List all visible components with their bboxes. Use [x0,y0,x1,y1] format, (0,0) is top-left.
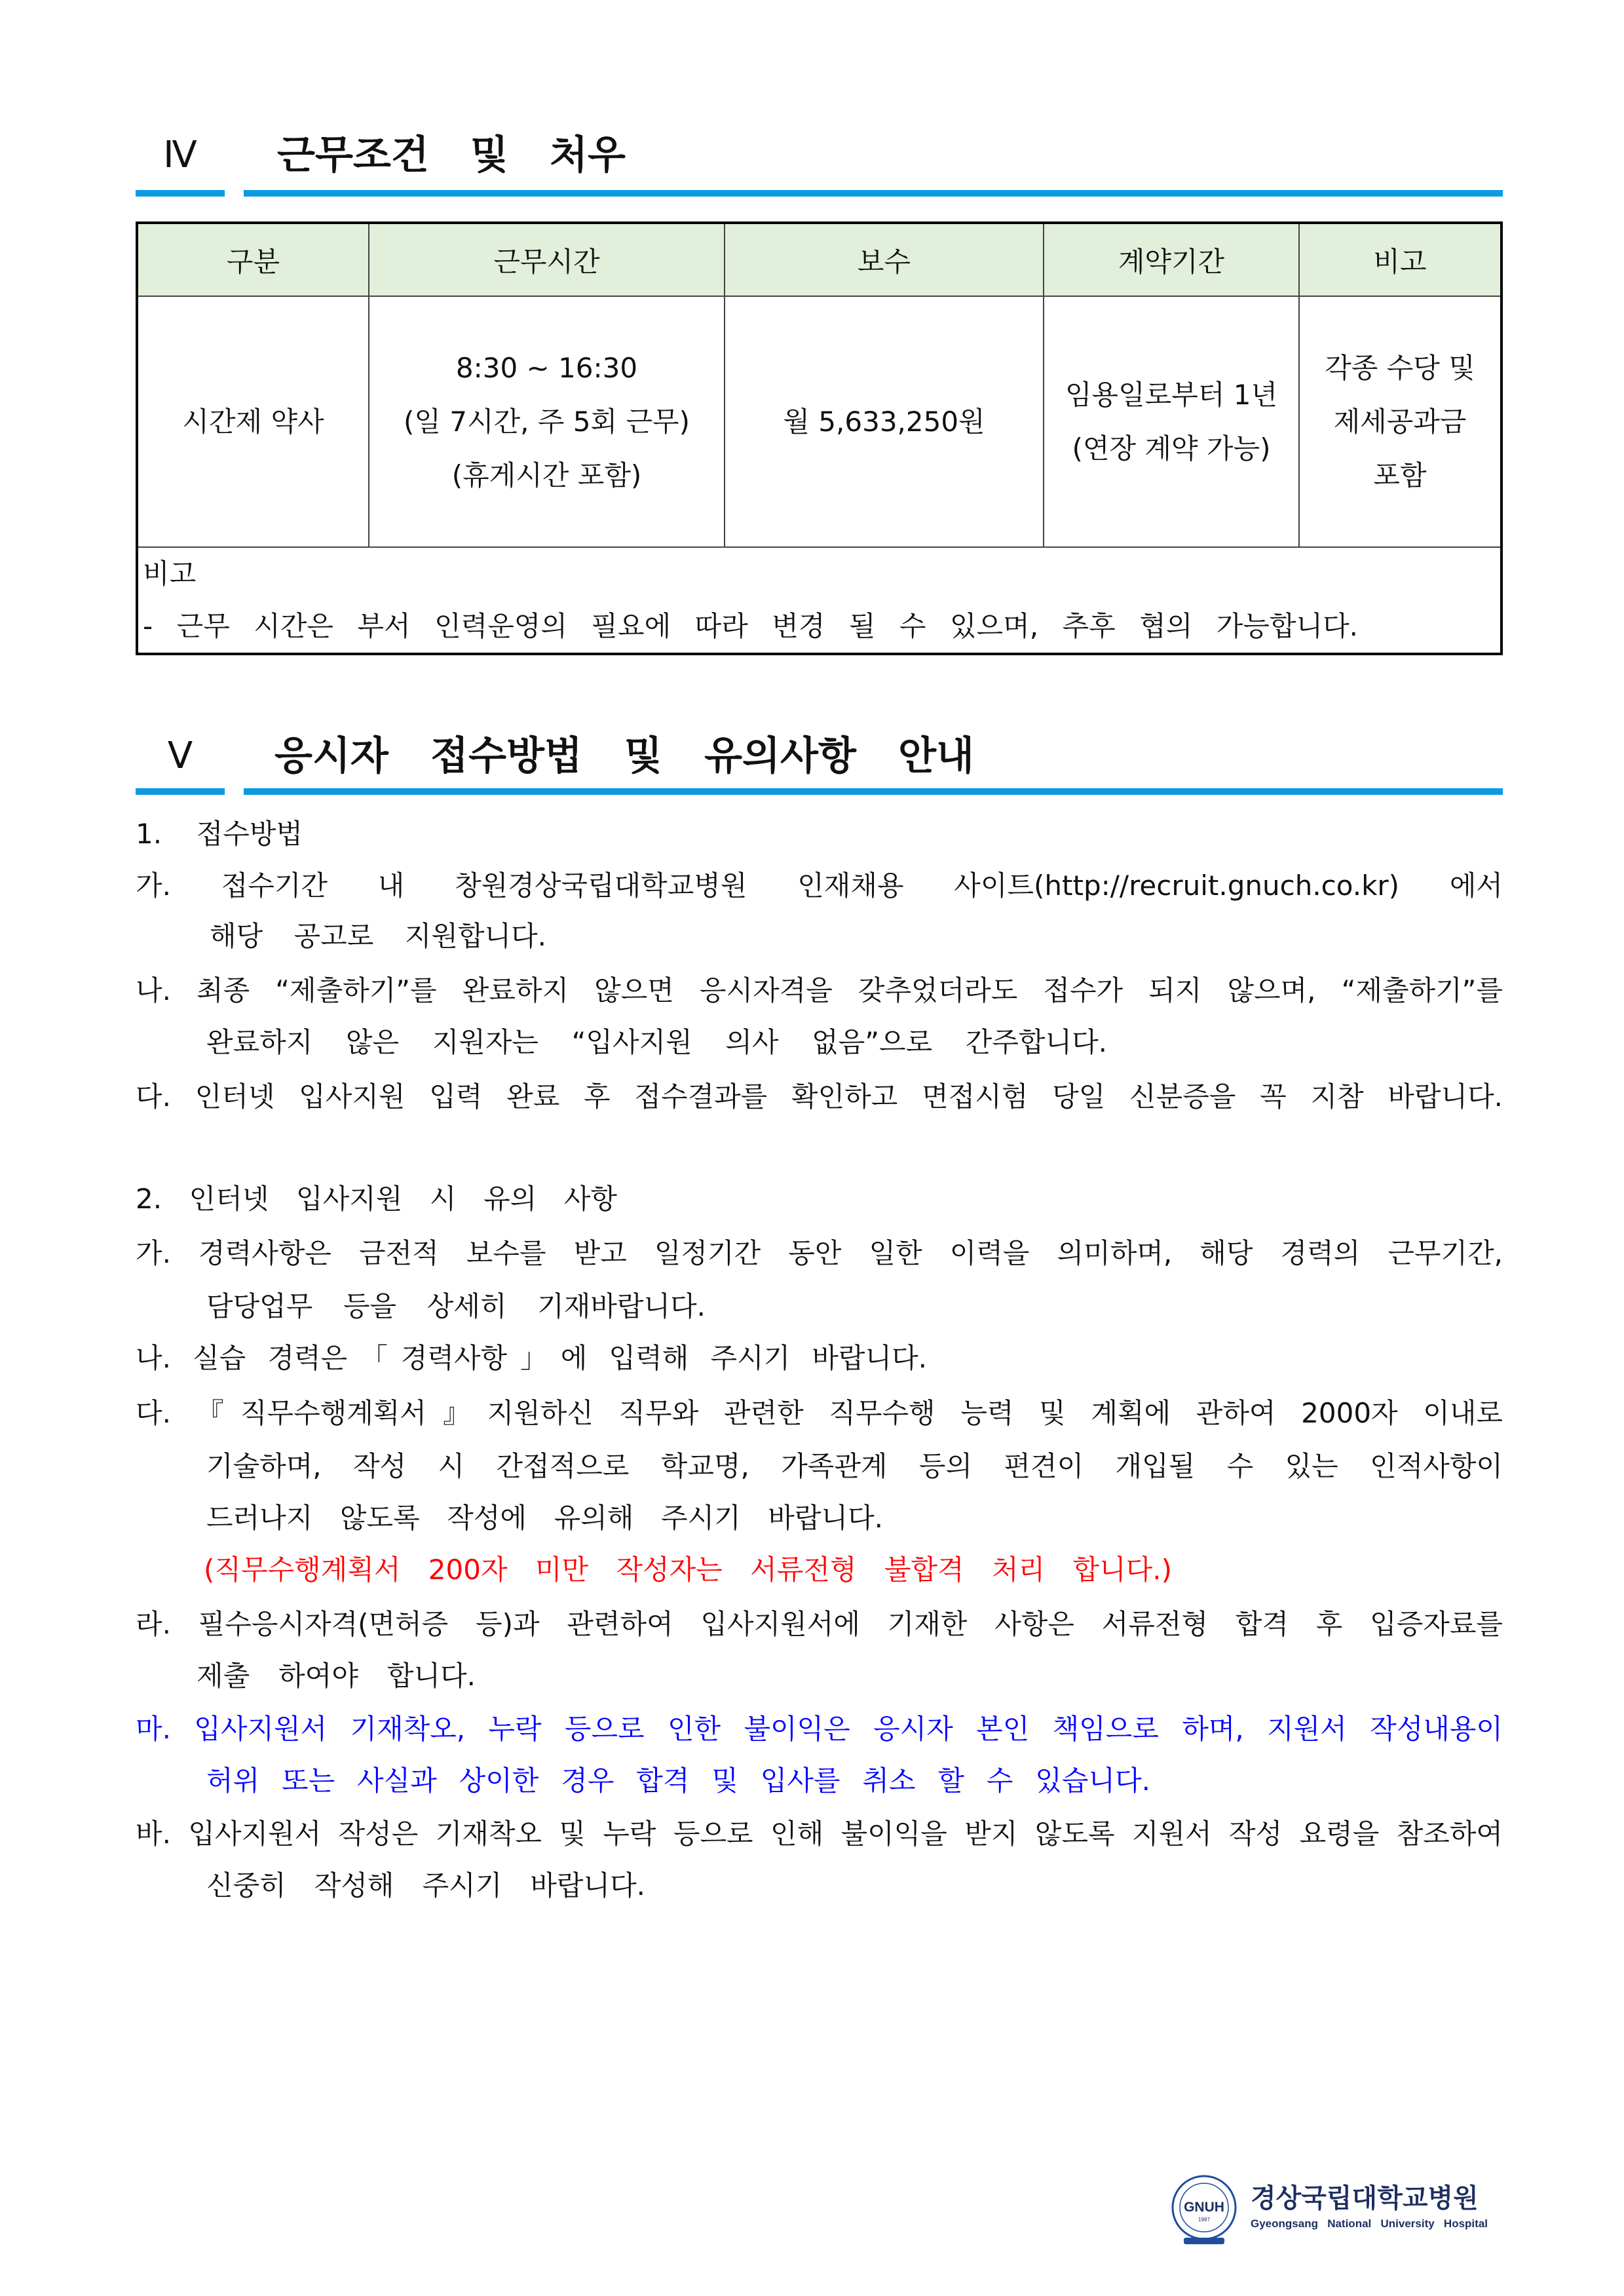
precaution-item-ga-line-2: 담당업무 등을 상세히 기재바랍니다. [206,1290,706,1322]
contract-line-2: (연장 계약 가능) [1072,432,1271,465]
precaution-item-da-warning: (직무수행계획서 200자 미만 작성자는 서류전형 불합격 처리 합니다.) [204,1554,1172,1586]
precaution-item-ra-line-1: 라. 필수응시자격(면허증 등)과 관련하여 입사지원서에 기재한 사항은 서류전형 합격 후 입증자료를 [136,1608,1503,1640]
hospital-name-korean: 경상국립대학교병원 [1251,2183,1479,2213]
table-note-row [137,547,1501,654]
cell-work-hours [369,296,725,547]
work-hours-line-3: (휴게시간 포함) [451,459,642,491]
section-4-underline-short [136,190,225,197]
application-item-ga-line-1: 가. 접수기간 내 창원경상국립대학교병원 인재채용 사이트(http://recruit.gnuch.co.kr) 에서 [136,870,1503,902]
header-work-hours: 근무시간 [369,223,725,296]
work-hours-line-2: (일 7시간, 주 5회 근무) [404,405,690,438]
emblem-ribbon [1184,2238,1224,2244]
remarks-line-2: 제세공과금 [1333,405,1467,438]
section-5-underline-short [136,788,225,795]
precaution-item-ma-line-2: 허위 또는 사실과 상이한 경우 합격 및 입사를 취소 할 수 있습니다. [206,1765,1150,1797]
cell-note [137,547,1501,654]
table-row [137,296,1501,547]
application-item-na-line-2: 완료하지 않은 지원자는 “입사지원 의사 없음”으로 간주합니다. [206,1026,1107,1058]
work-hours-line-1: 8:30 ~ 16:30 [455,351,638,384]
precaution-item-ra-line-2: 제출 하여야 합니다. [197,1660,476,1692]
header-pay: 보수 [725,223,1044,296]
header-contract-period: 계약기간 [1044,223,1299,296]
note-text: - 근무 시간은 부서 인력운영의 필요에 따라 변경 될 수 있으며, 추후 협의 가능합니다. [143,610,1358,642]
table-header-row [137,223,1501,296]
hospital-name-english: Gyeongsang National University Hospital [1251,2217,1488,2230]
hospital-logo-emblem [1168,2172,1240,2247]
section-5-underline-long [244,788,1503,795]
header-remarks: 비고 [1299,223,1501,296]
precaution-item-ba-line-1: 바. 입사지원서 작성은 기재착오 및 누락 등으로 인해 불이익을 받지 않도록 지원서 작성 요령을 참조하여 [136,1818,1503,1850]
application-heading: 1. 접수방법 [136,818,303,850]
remarks-line-1: 각종 수당 및 [1325,351,1475,384]
contract-line-1: 임용일로부터 1년 [1065,378,1278,411]
emblem-year: 1987 [1198,2217,1210,2223]
application-item-na-line-1: 나. 최종 “제출하기”를 완료하지 않으면 응시자격을 갖추었더라도 접수가 되지 않으며, “제출하기”를 [136,974,1503,1006]
cell-contract-period [1044,296,1299,547]
precaution-item-ba-line-2: 신중히 작성해 주시기 바랍니다. [206,1869,645,1902]
cell-pay [725,296,1044,547]
section-4-underline-long [244,190,1503,197]
application-item-ga-line-2: 해당 공고로 지원합니다. [210,920,546,952]
note-label: 비고 [143,558,197,590]
precaution-item-da-line-1: 다. 『직무수행계획서』지원하신 직무와 관련한 직무수행 능력 및 계획에 관하여 2000자 이내로 [136,1397,1503,1429]
emblem-text: GNUH [1184,2200,1224,2215]
precaution-item-ga-line-1: 가. 경력사항은 금전적 보수를 받고 일정기간 동안 일한 이력을 의미하며, 해당 경력의 근무기간, [136,1237,1503,1269]
section-5-numeral: Ⅴ [167,735,193,777]
section-4-title: 근무조건 및 처우 [277,132,626,178]
precaution-item-da-line-2: 기술하며, 작성 시 간접적으로 학교명, 가족관계 등의 편견이 개입될 수 있는 인적사항이 [206,1450,1503,1482]
category-text: 시간제 약사 [182,405,324,438]
application-item-da-line-1: 다. 인터넷 입사지원 입력 완료 후 접수결과를 확인하고 면접시험 당일 신분증을 꼭 지참 바랍니다. [136,1081,1503,1113]
precautions-heading: 2. 인터넷 입사지원 시 유의 사항 [136,1183,617,1215]
pay-text: 월 5,633,250원 [783,405,985,438]
section-5-title: 응시자 접수방법 및 유의사항 안내 [274,733,974,779]
precaution-item-ma-line-1: 마. 입사지원서 기재착오, 누락 등으로 인한 불이익은 응시자 본인 책임으로 하며, 지원서 작성내용이 [136,1713,1503,1745]
cell-remarks [1299,296,1501,547]
precaution-item-da-line-3: 드러나지 않도록 작성에 유의해 주시기 바랍니다. [206,1502,883,1534]
section-4-numeral: Ⅳ [163,134,197,176]
header-category: 구분 [137,223,369,296]
precaution-item-na-line-1: 나. 실습 경력은「경력사항」에 입력해 주시기 바랍니다. [136,1342,927,1374]
work-conditions-table [136,221,1503,655]
remarks-line-3: 포함 [1373,459,1427,491]
cell-category [137,296,369,547]
